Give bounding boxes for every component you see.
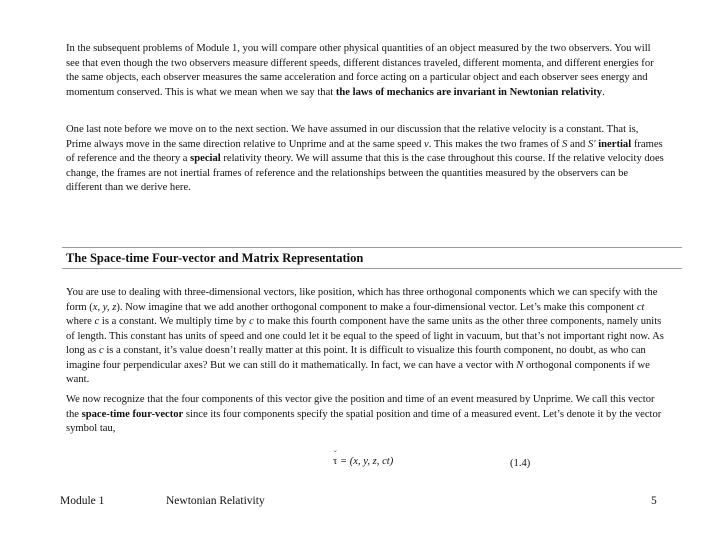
text: and [567, 138, 588, 150]
symbol-N: N [516, 359, 524, 371]
symbol-S: S [562, 138, 568, 150]
section-rule-bottom [62, 268, 682, 269]
footer-module: Module 1 [60, 495, 105, 507]
equation-tau [333, 449, 394, 467]
text: One last note before we move on to the next section. We have assumed in our discussion that the relative velocity is a constant. That is, Prime always move in the same direction relative to Unprime and at the same speed [66, 124, 639, 150]
paragraph-relative-velocity [66, 123, 666, 196]
text: ). Now imagine that we add another orthogonal component to make a four-dimensional vector. Let’s make this component [116, 301, 637, 313]
text: frames of reference and the theory a [66, 138, 663, 164]
text: is a constant, it’s value doesn’t really matter at this point. It is difficult to visualize this fourth component, no doubt, as who can imagine four perpendicular axes? But we can still do it mathematically. In fact, we can have a vector with [66, 345, 646, 371]
paragraph-four-vector [66, 393, 666, 437]
page-number: 5 [651, 495, 657, 507]
symbol-S-prime: S' [587, 138, 596, 150]
symbol-c: c [94, 316, 100, 327]
tau-symbol [333, 449, 338, 467]
text: In the subsequent problems of Module 1, you will compare other physical quantities of an object measured by the two observers. You will see that even though the two observers measure different speeds, different distances traveled, different momenta, and different energies for the same objects, each observer measures the same acceleration and force acting on a particular object and each observer sees energy and momentum conserved. This is what we mean when we say that [66, 43, 654, 98]
bold-word-special: special [190, 153, 221, 164]
equation-rhs: = (x, y, z, ct) [337, 456, 394, 467]
tau-letter: τ [333, 456, 338, 467]
bold-phrase-laws: the laws of mechanics are invariant in Newtonian relativity [335, 86, 603, 98]
footer-title: Newtonian Relativity [166, 495, 265, 507]
text: to make this fourth component have the same units as the other three components, namely units of length. This constant has units of speed and one could let it be equal to the speed of light in vacuum, but that’s not important right now. As long as [66, 316, 664, 356]
text: since its four components specify the spatial position and time of a measured event. Let’s denote it by the vector symbol tau, [66, 408, 662, 434]
equation-number: (1.4) [510, 458, 531, 469]
bold-word-inertial: inertial [598, 138, 632, 150]
paragraph-invariance [66, 42, 666, 100]
symbol-c: c [249, 316, 254, 327]
text: orthogonal components if we want. [66, 359, 650, 385]
symbol-ct: ct [636, 301, 645, 313]
paragraph-four-dimensions [66, 286, 666, 388]
breve-accent: ˘ [334, 449, 337, 458]
text: . [602, 86, 605, 98]
text: relativity theory. We will assume that this is the case throughout this course. If the relative velocity does change, the frames are not inertial frames of reference and the relationships between the quantities measured by the observers can be different than we derive here. [66, 153, 664, 193]
section-rule-top [62, 247, 682, 248]
section-heading: The Space-time Four-vector and Matrix Representation [66, 251, 364, 265]
text: We now recognize that the four components of this vector give the position and time of an event measured by Unprime. We call this vector the [66, 394, 655, 420]
symbol-v: v [424, 138, 429, 150]
bold-term-four-vector: space-time four-vector [81, 408, 184, 420]
text: where [66, 316, 95, 327]
symbol-c: c [98, 345, 104, 356]
text: . This makes the two frames of [428, 138, 563, 150]
text: is a constant. We multiply time by [99, 316, 250, 327]
text: You are use to dealing with three-dimensional vectors, like position, which has three orthogonal components which we can specify with the form ( [66, 287, 658, 313]
symbol-xyz: x, y, z [92, 301, 117, 313]
